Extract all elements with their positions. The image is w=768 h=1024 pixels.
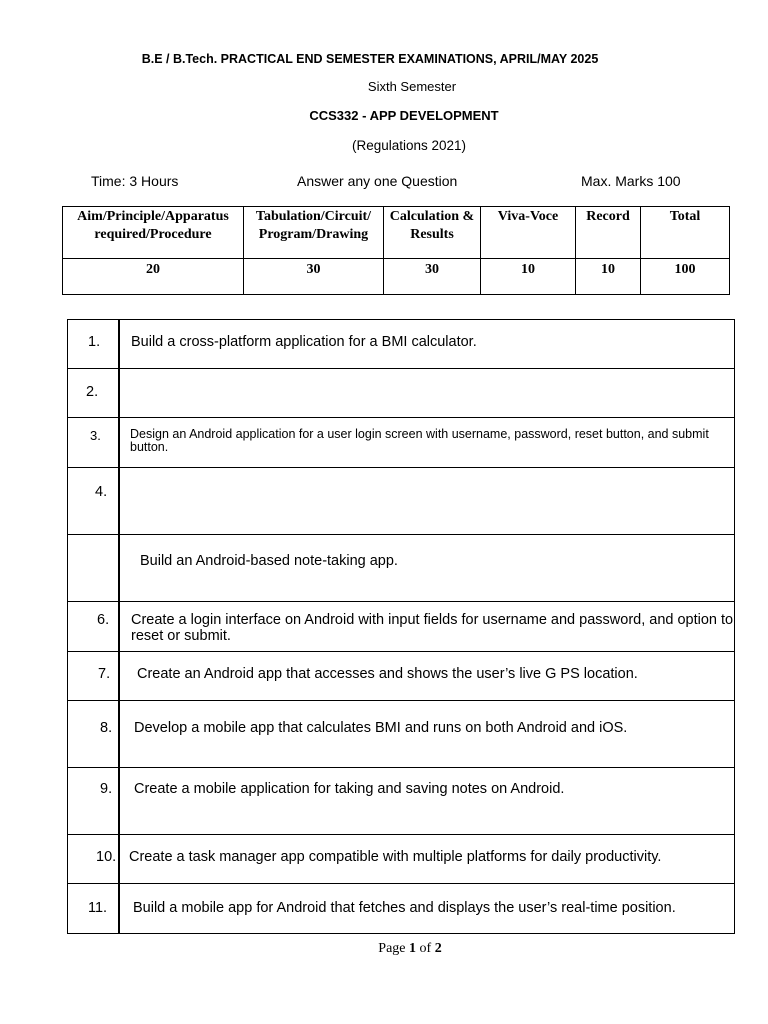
value-calculation: 30: [384, 259, 481, 295]
question-row-2: [68, 369, 735, 418]
question-row-1: [68, 320, 735, 369]
marks-values-row: [63, 259, 730, 295]
question-row-6: [68, 602, 735, 652]
value-viva-voce: 10: [481, 259, 576, 295]
marks-header-row: [63, 207, 730, 259]
question-row-8: [68, 701, 735, 768]
question-text: Create an Android app that accesses and shows the user’s live G PS location.: [137, 666, 638, 682]
question-row-3: [68, 418, 735, 468]
question-row-4: [68, 468, 735, 535]
question-text: Create a login interface on Android with input fields for username and password, and option to reset or submit.: [131, 612, 734, 644]
question-row-5: [68, 535, 735, 602]
question-text: Create a mobile application for taking and saving notes on Android.: [134, 781, 565, 797]
question-number: 2.: [86, 384, 99, 400]
question-row-7: [68, 652, 735, 701]
question-row-9: [68, 768, 735, 835]
instruction-label: Answer any one Question: [297, 173, 458, 189]
header-viva-voce: Viva-Voce: [481, 207, 576, 259]
header-tabulation: Tabulation/Circuit/ Program/Drawing: [244, 207, 384, 259]
exam-title: B.E / B.Tech. PRACTICAL END SEMESTER EXAMINATIONS, APRIL/MAY 2025: [141, 52, 599, 66]
page-current: 1: [409, 941, 417, 956]
course-title: CCS332 - APP DEVELOPMENT: [309, 108, 499, 123]
question-text: Build a cross-platform application for a BMI calculator.: [131, 334, 477, 350]
question-text: Create a task manager app compatible with multiple platforms for daily productivity.: [129, 849, 662, 865]
value-tabulation: 30: [244, 259, 384, 295]
question-number: 6.: [97, 612, 110, 628]
question-number: 7.: [98, 666, 111, 682]
semester-label: Sixth Semester: [367, 79, 457, 94]
question-number: 10.: [96, 849, 117, 865]
value-record: 10: [576, 259, 641, 295]
question-number: 9.: [100, 781, 113, 797]
question-number: 3.: [90, 428, 101, 443]
questions-table: [67, 319, 735, 934]
header-total: Total: [641, 207, 730, 259]
question-number: 4.: [95, 484, 108, 500]
question-row-10: [68, 835, 735, 884]
value-aim: 20: [63, 259, 244, 295]
header-record: Record: [576, 207, 641, 259]
page-number: [0, 941, 768, 957]
page-total: 2: [434, 941, 442, 956]
of-word: of: [419, 941, 432, 956]
question-number: 8.: [100, 720, 113, 736]
time-label: Time: 3 Hours: [91, 173, 179, 189]
question-text: Build a mobile app for Android that fetches and displays the user’s real-time position.: [133, 900, 676, 916]
question-text: Develop a mobile app that calculates BMI and runs on both Android and iOS.: [134, 720, 628, 736]
page-word: Page: [378, 941, 406, 956]
header-aim: Aim/Principle/Apparatus required/Procedure: [63, 207, 244, 259]
question-text: Build an Android-based note-taking app.: [140, 553, 398, 569]
question-number: 11.: [88, 900, 108, 916]
question-row-11: [68, 884, 735, 934]
value-total: 100: [641, 259, 730, 295]
question-number: 1.: [88, 334, 101, 350]
marks-distribution-table: [62, 206, 730, 295]
question-text: Design an Android application for a user login screen with username, password, reset button, and submit button.: [130, 427, 709, 454]
regulations-label: (Regulations 2021): [351, 138, 467, 153]
max-marks-label: Max. Marks 100: [581, 173, 681, 189]
header-calculation: Calculation & Results: [384, 207, 481, 259]
